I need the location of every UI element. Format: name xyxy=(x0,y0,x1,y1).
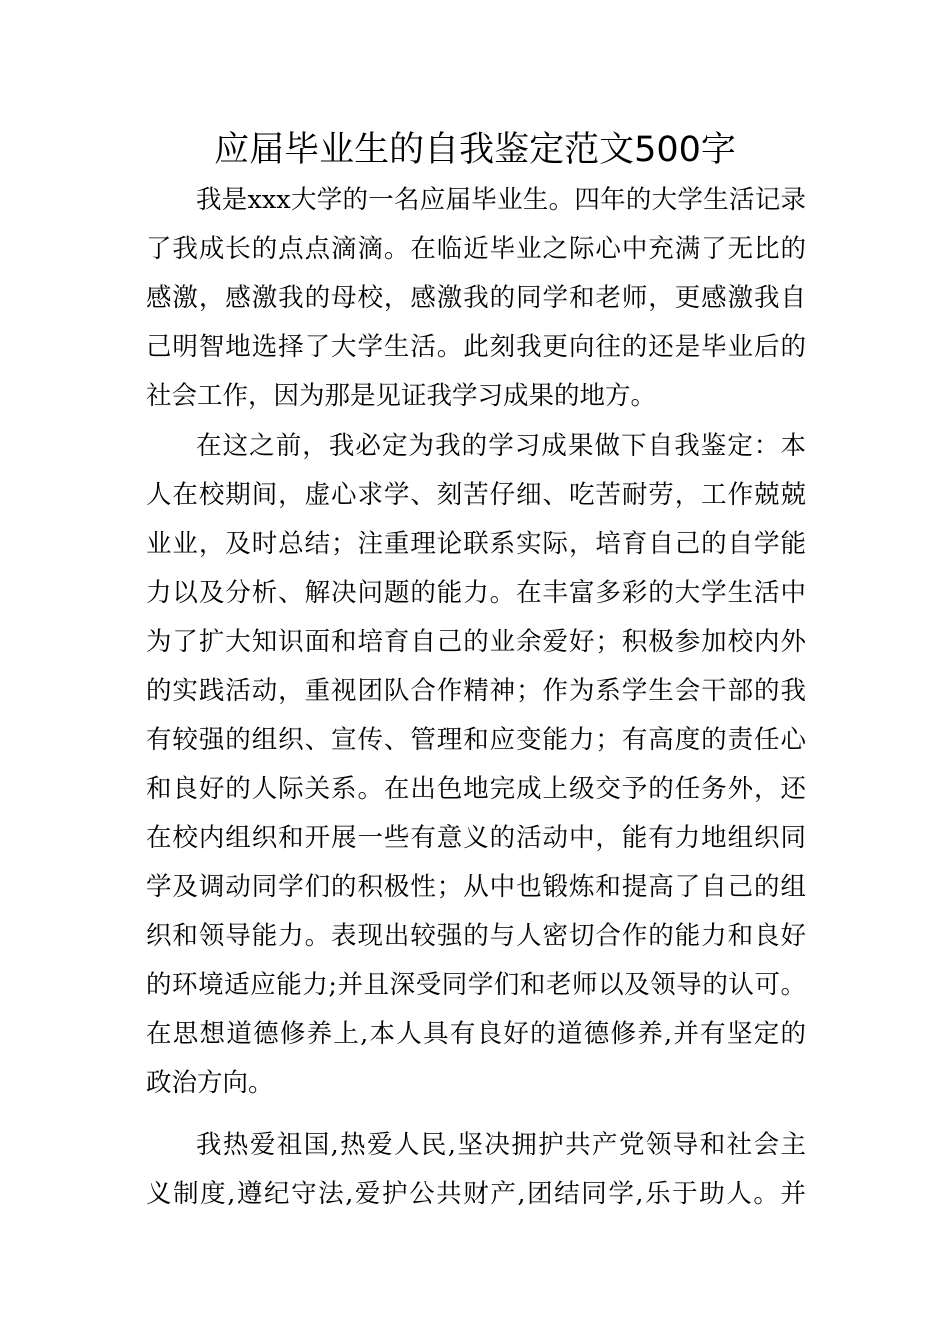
paragraph-2-line-5: 为了扩大知识面和培育自己的业余爱好；积极参加校内外 xyxy=(146,627,806,657)
paragraph-2-line-7: 有较强的组织、宣传、管理和应变能力；有高度的责任心 xyxy=(146,725,806,755)
paragraph-2-line-3: 业业，及时总结；注重理论联系实际，培育自己的自学能 xyxy=(146,529,806,559)
paragraph-1-line-5: 社会工作，因为那是见证我学习成果的地方。 xyxy=(146,381,657,411)
paragraph-2-line-8: 和良好的人际关系。在出色地完成上级交予的任务外，还 xyxy=(146,774,806,804)
paragraph-2-line-10: 学及调动同学们的积极性；从中也锻炼和提高了自己的组 xyxy=(146,872,806,902)
paragraph-2-line-1: 在这之前，我必定为我的学习成果做下自我鉴定：本 xyxy=(196,431,806,461)
paragraph-2-line-2: 人在校期间，虚心求学、刻苦仔细、吃苦耐劳，工作兢兢 xyxy=(146,480,806,510)
paragraph-2-line-12: 的环境适应能力;并且深受同学们和老师以及领导的认可。 xyxy=(146,970,806,1000)
paragraph-2-line-4: 力以及分析、解决问题的能力。在丰富多彩的大学生活中 xyxy=(146,578,806,608)
paragraph-2-line-6: 的实践活动，重视团队合作精神；作为系学生会干部的我 xyxy=(146,676,806,706)
paragraph-3-line-1: 我热爱祖国,热爱人民,坚决拥护共产党领导和社会主 xyxy=(196,1130,806,1160)
paragraph-2-line-13: 在思想道德修养上,本人具有良好的道德修养,并有坚定的 xyxy=(146,1019,806,1049)
paragraph-2-line-14: 政治方向。 xyxy=(146,1068,274,1098)
paragraph-1-line-3: 感激，感激我的母校，感激我的同学和老师，更感激我自 xyxy=(146,283,806,313)
paragraph-1-line-4: 己明智地选择了大学生活。此刻我更向往的还是毕业后的 xyxy=(146,332,806,362)
paragraph-2-line-9: 在校内组织和开展一些有意义的活动中，能有力地组织同 xyxy=(146,823,806,853)
paragraph-1-line-1: 我是xxx大学的一名应届毕业生。四年的大学生活记录 xyxy=(196,185,806,215)
document-title: 应届毕业生的自我鉴定范文500字 xyxy=(214,130,736,170)
paragraph-2-line-11: 织和领导能力。表现出较强的与人密切合作的能力和良好 xyxy=(146,921,806,951)
paragraph-1-line-2: 了我成长的点点滴滴。在临近毕业之际心中充满了无比的 xyxy=(146,234,806,264)
paragraph-3-line-2: 义制度,遵纪守法,爱护公共财产,团结同学,乐于助人。并 xyxy=(146,1179,806,1209)
